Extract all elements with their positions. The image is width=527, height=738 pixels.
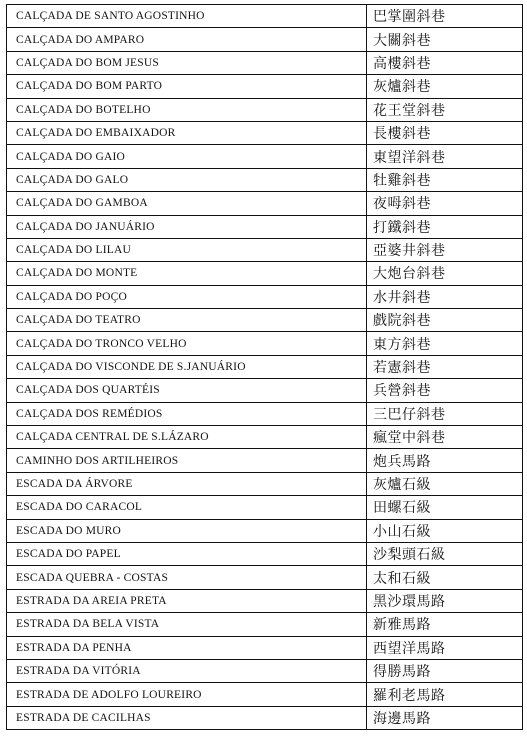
chinese-street-name: 大關斜巷 [367,28,523,51]
table-row [7,683,523,706]
table-row [7,98,523,121]
portuguese-street-name: ESTRADA DE ADOLFO LOUREIRO [7,683,367,706]
portuguese-street-name: ESCADA DO PAPEL [7,542,367,565]
chinese-street-name: 灰爐斜巷 [367,75,523,98]
table-row [7,566,523,589]
portuguese-street-name: CALÇADA DO BOM PARTO [7,75,367,98]
chinese-street-name: 夜呣斜巷 [367,192,523,215]
chinese-street-name: 牡雞斜巷 [367,168,523,191]
table-row [7,145,523,168]
table-row [7,589,523,612]
portuguese-street-name: ESTRADA DA VITÓRIA [7,659,367,682]
chinese-street-name: 巴掌圍斜巷 [367,5,523,28]
portuguese-street-name: ESCADA DO MURO [7,519,367,542]
portuguese-street-name: ESTRADA DA AREIA PRETA [7,589,367,612]
table-row [7,121,523,144]
table-row [7,472,523,495]
portuguese-street-name: CALÇADA DOS QUARTÉIS [7,379,367,402]
table-row [7,262,523,285]
chinese-street-name: 兵營斜巷 [367,379,523,402]
table-row [7,28,523,51]
table-row [7,496,523,519]
chinese-street-name: 打鐵斜巷 [367,215,523,238]
chinese-street-name: 長樓斜巷 [367,121,523,144]
chinese-street-name: 新雅馬路 [367,613,523,636]
table-row [7,636,523,659]
chinese-street-name: 羅利老馬路 [367,683,523,706]
chinese-street-name: 水井斜巷 [367,285,523,308]
portuguese-street-name: CALÇADA DOS REMÉDIOS [7,402,367,425]
chinese-street-name: 東方斜巷 [367,332,523,355]
portuguese-street-name: CALÇADA DO GAIO [7,145,367,168]
portuguese-street-name: CALÇADA DO TRONCO VELHO [7,332,367,355]
portuguese-street-name: ESCADA DO CARACOL [7,496,367,519]
table-row [7,215,523,238]
portuguese-street-name: CALÇADA DO MONTE [7,262,367,285]
chinese-street-name: 若憲斜巷 [367,355,523,378]
portuguese-street-name: CALÇADA DO TEATRO [7,309,367,332]
table-row [7,379,523,402]
portuguese-street-name: CALÇADA DO BOTELHO [7,98,367,121]
portuguese-street-name: CALÇADA DO JANUÁRIO [7,215,367,238]
chinese-street-name: 沙梨頭石級 [367,542,523,565]
portuguese-street-name: ESTRADA DA BELA VISTA [7,613,367,636]
portuguese-street-name: CALÇADA DO GAMBOA [7,192,367,215]
chinese-street-name: 海邊馬路 [367,706,523,729]
table-row [7,402,523,425]
table-row [7,238,523,261]
chinese-street-name: 東望洋斜巷 [367,145,523,168]
chinese-street-name: 炮兵馬路 [367,449,523,472]
table-row [7,168,523,191]
table-row [7,542,523,565]
chinese-street-name: 亞婆井斜巷 [367,238,523,261]
portuguese-street-name: CALÇADA DE SANTO AGOSTINHO [7,5,367,28]
chinese-street-name: 小山石級 [367,519,523,542]
portuguese-street-name: CALÇADA DO VISCONDE DE S.JANUÁRIO [7,355,367,378]
chinese-street-name: 灰爐石級 [367,472,523,495]
portuguese-street-name: CALÇADA DO LILAU [7,238,367,261]
chinese-street-name: 黑沙環馬路 [367,589,523,612]
portuguese-street-name: CALÇADA DO POÇO [7,285,367,308]
table-row [7,706,523,729]
chinese-street-name: 瘋堂中斜巷 [367,426,523,449]
table-row [7,519,523,542]
table-row [7,449,523,472]
portuguese-street-name: ESTRADA DA PENHA [7,636,367,659]
table-row [7,5,523,28]
street-names-table [6,4,523,730]
table-row [7,426,523,449]
table-row [7,75,523,98]
table-row [7,355,523,378]
chinese-street-name: 太和石級 [367,566,523,589]
portuguese-street-name: CALÇADA CENTRAL DE S.LÁZARO [7,426,367,449]
portuguese-street-name: CALÇADA DO EMBAIXADOR [7,121,367,144]
chinese-street-name: 三巴仔斜巷 [367,402,523,425]
table-row [7,659,523,682]
table-row [7,613,523,636]
table-row [7,309,523,332]
chinese-street-name: 戲院斜巷 [367,309,523,332]
chinese-street-name: 田螺石級 [367,496,523,519]
chinese-street-name: 大炮台斜巷 [367,262,523,285]
portuguese-street-name: CALÇADA DO AMPARO [7,28,367,51]
portuguese-street-name: ESCADA QUEBRA - COSTAS [7,566,367,589]
portuguese-street-name: ESCADA DA ÁRVORE [7,472,367,495]
portuguese-street-name: CALÇADA DO GALO [7,168,367,191]
chinese-street-name: 花王堂斜巷 [367,98,523,121]
portuguese-street-name: CALÇADA DO BOM JESUS [7,51,367,74]
table-row [7,285,523,308]
portuguese-street-name: CAMINHO DOS ARTILHEIROS [7,449,367,472]
portuguese-street-name: ESTRADA DE CACILHAS [7,706,367,729]
street-rows [7,5,523,730]
table-row [7,332,523,355]
chinese-street-name: 高樓斜巷 [367,51,523,74]
table-row [7,192,523,215]
table-row [7,51,523,74]
chinese-street-name: 西望洋馬路 [367,636,523,659]
chinese-street-name: 得勝馬路 [367,659,523,682]
